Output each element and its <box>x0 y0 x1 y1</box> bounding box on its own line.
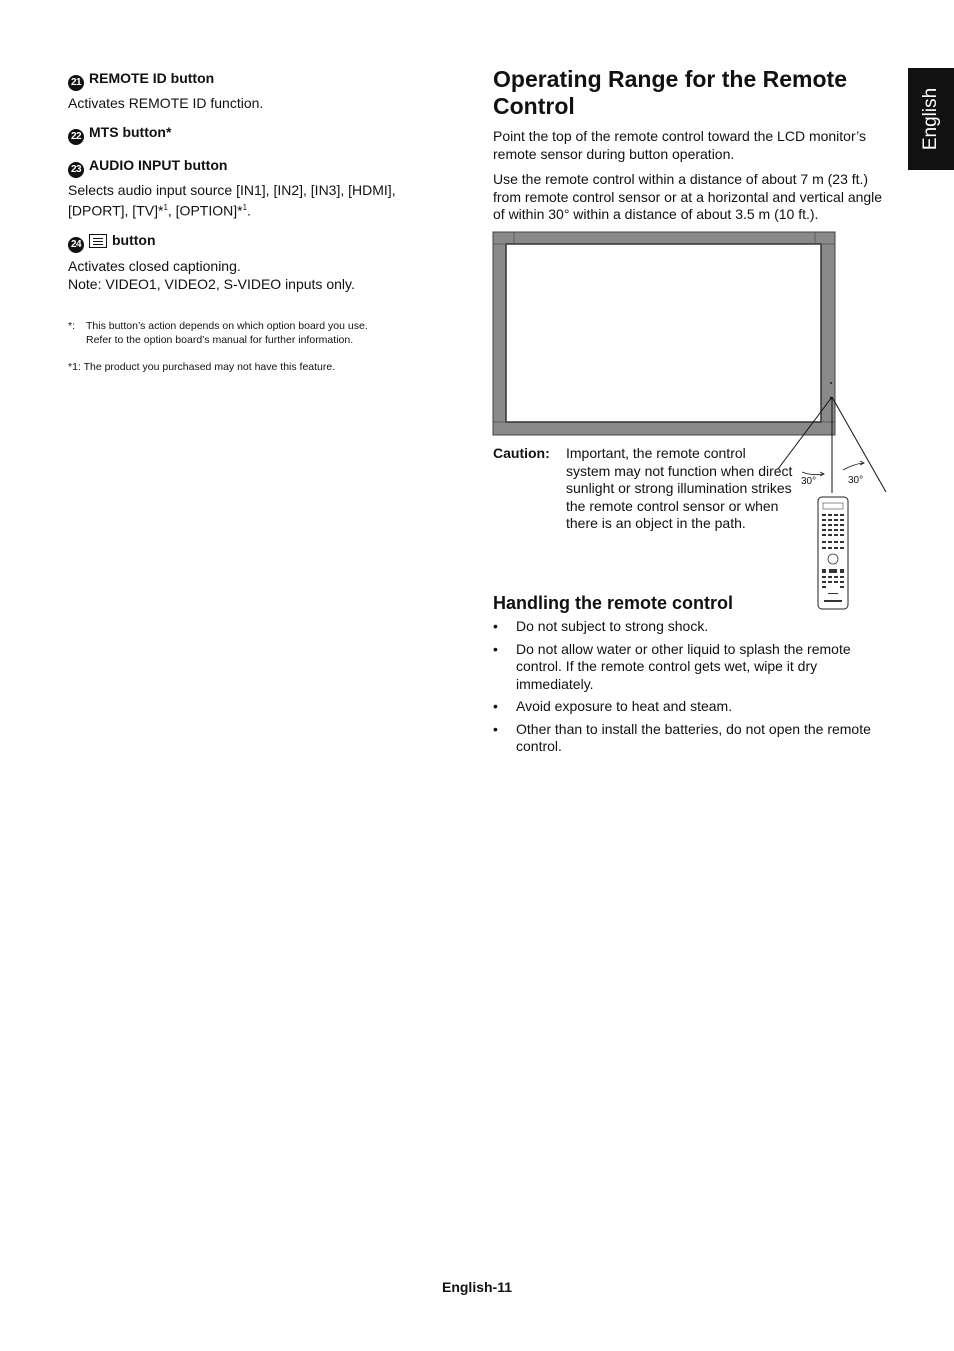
item-mts <box>68 124 448 145</box>
item-audio-input <box>68 157 448 221</box>
item-remote-id <box>68 70 448 113</box>
footnote-feature: *1: The product you purchased may not have this feature. <box>68 361 336 374</box>
remote-range-diagram <box>480 225 900 615</box>
item-cc-title: 24 button <box>68 232 448 253</box>
right-column <box>493 66 893 224</box>
caution-label: Caution: <box>493 445 550 461</box>
item-audio-input-desc: Selects audio input source [IN1], [IN2], [IN3], [HDMI], [DPORT], [TV]*$^1$, [OPTION]*$^1$. <box>68 181 396 219</box>
number-23-icon: 23 <box>68 162 84 178</box>
section-title: Operating Range for the Remote Control <box>493 66 847 119</box>
item-cc-desc: Activates closed captioning. Note: VIDEO1, VIDEO2, S-VIDEO inputs only. <box>68 258 355 292</box>
handling-section <box>493 593 888 761</box>
list-item: • Do not subject to strong shock. <box>493 618 888 636</box>
intro-paragraph: Point the top of the remote control toward the LCD monitor’s remote sensor during button operation. <box>493 128 867 162</box>
language-tab-label: English <box>920 87 941 151</box>
list-item: • Do not allow water or other liquid to splash the remote control. If the remote control gets wet, wipe it dry immediately. <box>493 641 888 694</box>
footnote-option: *: This button’s action depends on which option board you use. Refer to the option board’s manual for further information. <box>68 320 368 347</box>
language-tab <box>908 68 954 170</box>
item-mts-title: 22 MTS button* <box>68 124 448 145</box>
caution-text: Important, the remote control system may not function when direct sunlight or strong illumination strikes the remote control sensor or when there is an object in the path. <box>566 445 793 531</box>
lcd-monitor-illustration <box>493 232 835 435</box>
handling-title: Handling the remote control <box>493 593 734 613</box>
list-item: • Avoid exposure to heat and steam. <box>493 698 888 716</box>
number-21-icon: 21 <box>68 75 84 91</box>
item-audio-input-title: 23 AUDIO INPUT button <box>68 157 448 178</box>
item-remote-id-title: 21 REMOTE ID button <box>68 70 448 91</box>
item-cc <box>68 232 448 293</box>
caution-block <box>493 445 793 533</box>
number-22-icon: 22 <box>68 129 84 145</box>
page-number: English-11 <box>441 1279 513 1295</box>
item-remote-id-desc: Activates REMOTE ID function. <box>68 95 264 111</box>
handling-list <box>493 618 888 756</box>
closed-caption-icon <box>89 234 107 248</box>
left-column <box>68 70 448 374</box>
range-paragraph: Use the remote control within a distance of about 7 m (23 ft.) from remote control sensor or at a horizontal and vertical angle of within 30° within a distance of about 3.5 m (10 ft.). <box>493 171 883 222</box>
number-24-icon: 24 <box>68 237 84 253</box>
angle-label-left: 30° <box>801 476 817 487</box>
angle-label-right: 30° <box>848 475 864 486</box>
list-item: • Other than to install the batteries, do not open the remote control. <box>493 721 888 756</box>
